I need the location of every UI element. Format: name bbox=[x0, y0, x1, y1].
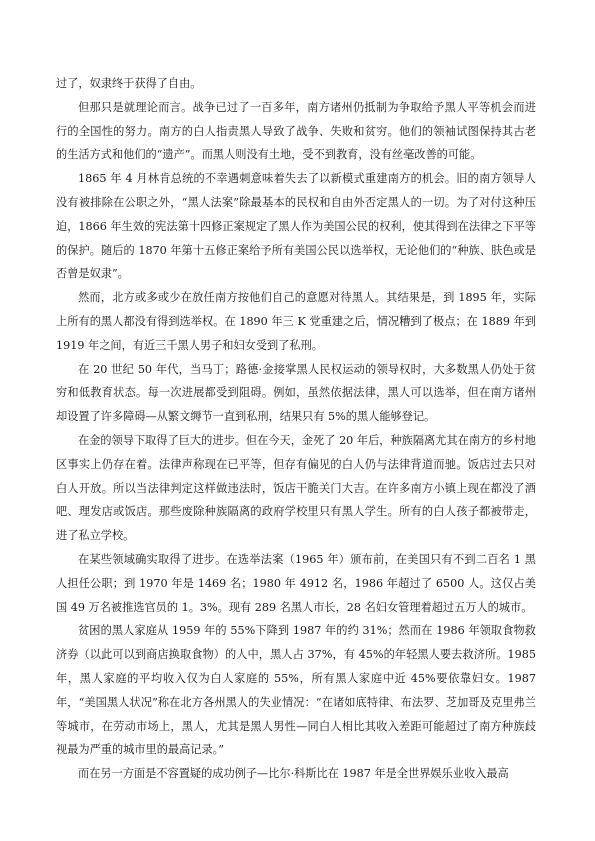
paragraph-7: 在某些领域确实取得了进步。在选举法案（1965 年）颁布前，在美国只有不到二百名 1 黑人担任公职；到 1970 年是 1469 名；1980 年 4912 名，1986 年超过了 6500 人。这仅占美国 49 万名被推选官员的 1。3%。现有 289 名黑人市长，28 名妇女管理着超过五万人的城市。 bbox=[56, 552, 536, 614]
paragraph-8: 贫困的黑人家庭从 1959 年的 55%下降到 1987 年的约 31%；然而在 1986 年领取食物救济券（以此可以到商店换取食物）的人中，黑人占 37%，有 45%的年轻黑人要去救济所。1985 年，黑人家庭的平均收入仅为白人家庭的 55%，所有黑人家庭中近 45%要依靠妇女。1987 年，“美国黑人状况”称在北方各州黑人的失业情况：“在诸如底特律、布法罗、芝加哥及克里弗兰等城市，在劳动市场上，黑人，尤其是黑人男性—同白人相比其收入差距可能超过了南方种族歧视最为严重的城市里的最高记录。” bbox=[56, 624, 536, 757]
body-text bbox=[56, 72, 536, 786]
paragraph-4: 然而，北方或多或少在放任南方按他们自己的意愿对待黑人。其结果是，到 1895 年，实际上所有的黑人都没有得到选举权。在 1890 年三 K 党重建之后，情况糟到了极点；在 1889 年到 1919 年之间，有近三千黑人男子和妇女受到了私刑。 bbox=[56, 291, 536, 352]
paragraph-5: 在 20 世纪 50 年代，当马丁；路德·金接掌黑人民权运动的领导权时，大多数黑人仍处于贫穷和低教育状态。每一次进展都受到阻碍。例如，虽然依据法律，黑人可以选举，但在南方诸州却设置了许多障碍—从繁文缛节一直到私刑，结果只有 5%的黑人能够登记。 bbox=[56, 362, 536, 424]
paragraph-3: 1865 年 4 月林肯总统的不幸遇刺意味着失去了以新模式重建南方的机会。旧的南方领导人没有被排除在公职之外，“黑人法案”除最基本的民权和自由外否定黑人的一切。为了对付这种压迫，1866 年生效的宪法第十四修正案规定了黑人作为美国公民的权利，使其得到在法律之下平等的保护。随后的 1870 年第十五修正案给予所有美国公民以选举权，无论他们的“种族、肤色或是否曾是奴隶”。 bbox=[56, 172, 536, 281]
paragraph-9: 而在另一方面是不容置疑的成功例子—比尔·科斯比在 1987 年是全世界娱乐业收入最高 bbox=[78, 767, 509, 781]
paragraph-2: 但那只是就理论而言。战争已过了一百多年，南方诸州仍抵制为争取给予黑人平等机会而进行的全国性的努力。南方的白人指责黑人导致了战争、失败和贫穷。他们的领袖试图保持其古老的生活方式和他们的“遗产”。而黑人则没有土地，受不到教育，没有丝毫改善的可能。 bbox=[56, 100, 536, 162]
paragraph-1: 过了，奴隶终于获得了自由。 bbox=[56, 77, 202, 90]
paragraph-6: 在金的领导下取得了巨大的进步。但在今天，金死了 20 年后，种族隔离尤其在南方的乡村地区事实上仍存在着。法律声称现在已平等，但存有偏见的白人仍与法律背道而驰。饭店过去只对白人开放。所以当法律判定这样做违法时，饭店干脆关门大吉。在许多南方小镇上现在都没了酒吧、理发店或饭店。那些废除种族隔离的政府学校里只有黑人学生。所有的白人孩子都被带走，进了私立学校。 bbox=[56, 433, 536, 543]
